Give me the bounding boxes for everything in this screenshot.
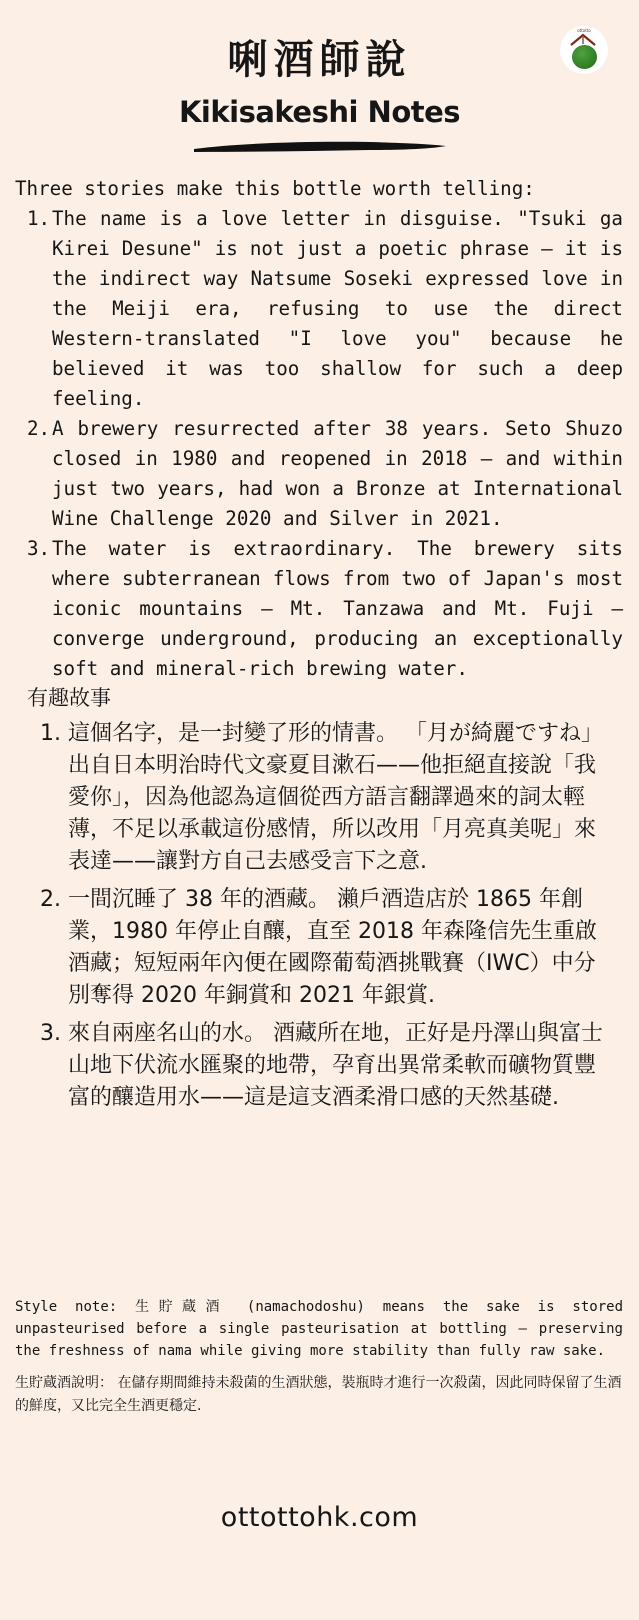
- list-number: 2.: [27, 417, 51, 440]
- logo-text: ottotto: [577, 28, 591, 33]
- list-number: 1.: [40, 721, 61, 746]
- style-note-english: Style note: 生貯蔵酒 (namachodoshu) means the sake is stored unpasteurised before a single pasteurisation at bottling — preserving the freshness of nama while giving more stability than fully raw sake.: [15, 1299, 623, 1359]
- chinese-story-list: [36, 718, 608, 1120]
- english-story-list: [15, 204, 623, 684]
- list-number: 3.: [40, 1021, 61, 1046]
- list-text: 這個名字，是一封變了形的情書。 「月が綺麗ですね」出自日本明治時代文豪夏目漱石——他拒絕直接說「我愛你」，因為他認為這個從西方語言翻譯過來的詞太輕薄，不足以承載這份感情，所以改用「月亮真美呢」來表達——讓對方自己去感受言下之意.: [68, 721, 603, 874]
- list-number: 2.: [40, 887, 61, 912]
- style-note-chinese: 生貯蔵酒說明： 在儲存期間維持未殺菌的生酒狀態，裝瓶時才進行一次殺菌，因此同時保留了生酒的鮮度，又比完全生酒更穩定.: [15, 1375, 622, 1414]
- chinese-heading: 有趣故事: [27, 686, 111, 710]
- list-item: [36, 884, 608, 1012]
- list-text: The water is extraordinary. The brewery sits where subterranean flows from two of Japan's most iconic mountains — Mt. Tanzawa and Mt. Fuji — converge underground, producing an exceptionally soft and mineral-rich brewing water.: [52, 537, 623, 680]
- english-intro: Three stories make this bottle worth telling:: [15, 177, 535, 200]
- list-text: 來自兩座名山的水。 酒藏所在地，正好是丹澤山與富士山地下伏流水匯聚的地帶，孕育出異常柔軟而礦物質豐富的釀造用水——這是這支酒柔滑口感的天然基礎.: [68, 1021, 603, 1110]
- list-text: A brewery resurrected after 38 years. Seto Shuzo closed in 1980 and reopened in 2018 — and within just two years, had won a Bronze at International Wine Challenge 2020 and Silver in 2021.: [52, 417, 623, 530]
- list-text: 一間沉睡了 38 年的酒藏。 瀨戶酒造店於 1865 年創業，1980 年停止自釀，直至 2018 年森隆信先生重啟酒藏；短短兩年內便在國際葡萄酒挑戰賽（IWC）中分別奪得 2020 年銅賞和 2021 年銀賞.: [68, 887, 597, 1008]
- list-item: [15, 414, 623, 534]
- list-item: [36, 1018, 608, 1114]
- page-title-en: Kikisakeshi Notes: [178, 95, 461, 129]
- list-text: The name is a love letter in disguise. "Tsuki ga Kirei Desune" is not just a poetic phrase — it is the indirect way Natsume Soseki expressed love in the Meiji era, refusing to use the direct Western-translated "I love you" because he believed it was too shallow for such a deep feeling.: [52, 207, 623, 410]
- english-stories: [15, 174, 623, 684]
- list-item: [36, 718, 608, 878]
- list-number: 1.: [27, 207, 51, 230]
- brush-underline-icon: [190, 138, 450, 156]
- list-number: 3.: [27, 537, 51, 560]
- website-link[interactable]: ottottohk.com: [220, 1502, 419, 1533]
- list-item: [15, 204, 623, 414]
- page-title-zh: 唎酒師說: [227, 37, 412, 83]
- list-item: [15, 534, 623, 684]
